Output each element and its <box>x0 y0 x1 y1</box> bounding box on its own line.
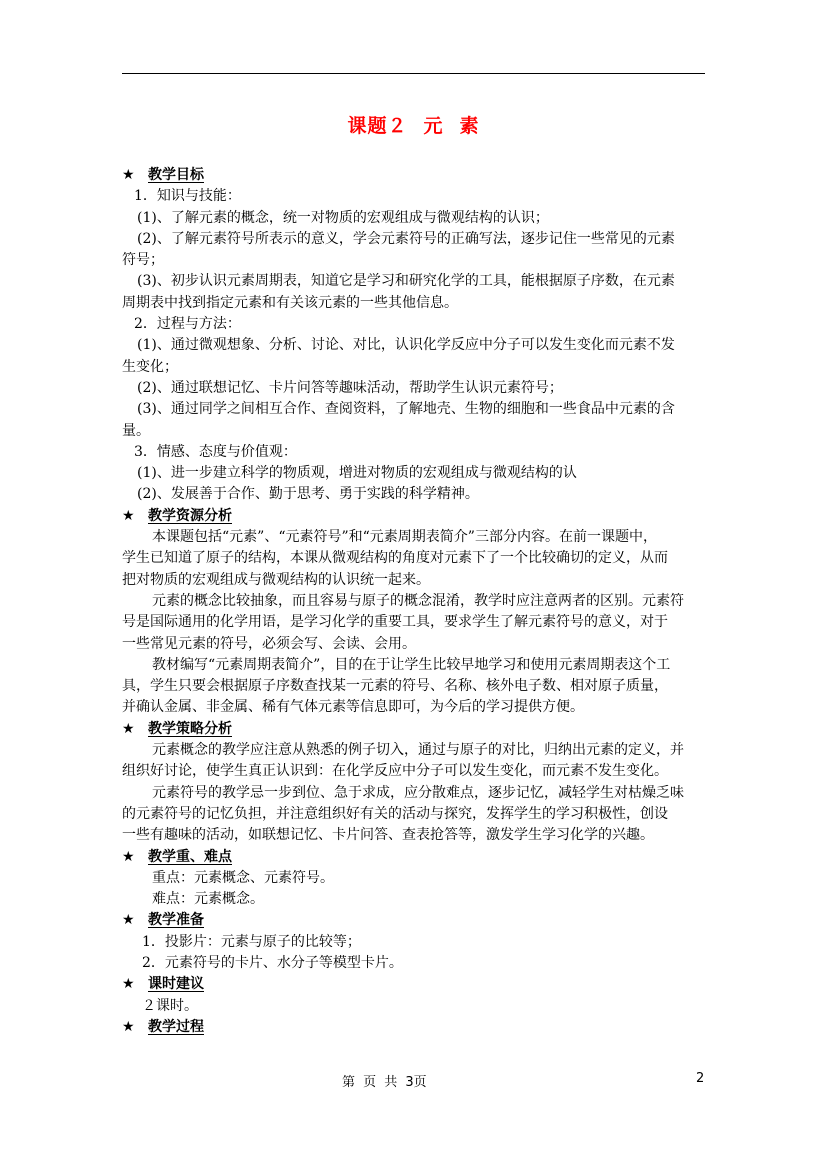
paragraph-line: 号是国际通用的化学用语，是学习化学的重要工具，要求学生了解元素符号的意义，对于 <box>122 614 668 631</box>
page-title <box>0 111 827 138</box>
title-part-lesson: 课题２ <box>347 115 408 137</box>
star-icon: ★ <box>122 507 135 524</box>
paragraph-line: 生变化； <box>122 358 178 375</box>
title-part-su: 素 <box>459 115 480 137</box>
difficulty-line: 难点：元素概念。 <box>152 891 264 908</box>
section-heading-key-points: ★ 教学重、难点 <box>122 847 707 868</box>
page-number: 2 <box>696 1071 705 1086</box>
key-point-line: 重点：元素概念、元素符号。 <box>152 869 334 886</box>
paragraph-line: 本课题包括“元素”、“元素符号”和“元素周期表简介”三部分内容。在前一课题中， <box>152 529 657 546</box>
star-icon: ★ <box>122 720 135 737</box>
title-part-yuan: 元 <box>423 115 444 137</box>
hours-line: ２课时。 <box>142 997 198 1014</box>
paragraph-line: 元素的概念比较抽象，而且容易与原子的概念混淆，教学时应注意两者的区别。元素符 <box>152 592 684 609</box>
section-heading-process: ★ 教学过程 <box>122 1017 707 1038</box>
header-rule <box>122 73 705 74</box>
paragraph-line: 量。 <box>122 422 150 439</box>
paragraph-line: 周期表中找到指定元素和有关该元素的一些其他信息。 <box>122 294 458 311</box>
paragraph-line: (1)、进一步建立科学的物质观，增进对物质的宏观组成与微观结构的认 <box>137 465 577 482</box>
paragraph-line: 教材编写“元素周期表简介”，目的在于让学生比较早地学习和使用元素周期表这个工 <box>152 656 671 673</box>
star-icon: ★ <box>122 1018 135 1035</box>
paragraph-line: 一些有趣味的活动，如联想记忆、卡片问答、查表抢答等，激发学生学习化学的兴趣。 <box>122 827 654 844</box>
section-heading-prep: ★ 教学准备 <box>122 910 707 931</box>
goals-emotion-heading: 3．情感、态度与价值观： <box>134 443 297 460</box>
paragraph-line: 把对物质的宏观组成与微观结构的认识统一起来。 <box>122 571 430 588</box>
paragraph-line: (3)、通过同学之间相互合作、查阅资料，了解地壳、生物的细胞和一些食品中元素的含 <box>137 401 675 418</box>
paragraph-line: (1)、通过微观想象、分析、讨论、对比，认识化学反应中分子可以发生变化而元素不发 <box>137 337 675 354</box>
star-icon: ★ <box>122 912 135 929</box>
star-icon: ★ <box>122 167 135 183</box>
section-heading-hours: ★ 课时建议 <box>122 974 707 995</box>
star-icon: ★ <box>122 976 135 993</box>
paragraph-line: 学生已知道了原子的结构，本课从微观结构的角度对元素下了一个比较确切的定义，从而 <box>122 550 668 567</box>
footer-page-info: 第 页 共 3页 <box>342 1075 427 1090</box>
star-icon: ★ <box>122 848 135 865</box>
section-heading-goals: ★ 教学目标 <box>122 165 707 186</box>
prep-item: 2．元素符号的卡片、水分子等模型卡片。 <box>142 954 403 971</box>
paragraph-line: (3)、初步认识元素周期表，知道它是学习和研究化学的工具，能根据原子序数，在元素 <box>137 273 675 290</box>
prep-item: 1．投影片：元素与原子的比较等； <box>142 933 361 950</box>
paragraph-line: 具，学生只要会根据原子序数查找某一元素的符号、名称、核外电子数、相对原子质量， <box>122 678 668 695</box>
paragraph-line: 组织好讨论，使学生真正认识到：在化学反应中分子可以发生变化，而元素不发生变化。 <box>122 763 668 780</box>
paragraph-line: 元素符号的教学忌一步到位、急于求成，应分散难点，逐步记忆，减轻学生对枯燥乏味 <box>152 784 684 801</box>
paragraph-line: (2)、发展善于合作、勤于思考、勇于实践的科学精神。 <box>137 486 479 503</box>
paragraph-line: (2)、了解元素符号所表示的意义，学会元素符号的正确写法，逐步记住一些常见的元素 <box>137 230 675 247</box>
paragraph-line: 元素概念的教学应注意从熟悉的例子切入，通过与原子的对比，归纳出元素的定义，并 <box>152 742 684 759</box>
paragraph-line: (2)、通过联想记忆、卡片问答等趣味活动，帮助学生认识元素符号； <box>137 379 563 396</box>
paragraph-line: (1)、了解元素的概念，统一对物质的宏观组成与微观结构的认识； <box>137 209 549 226</box>
section-heading-resources: ★ 教学资源分析 <box>122 506 707 527</box>
section-heading-strategy: ★ 教学策略分析 <box>122 719 707 740</box>
paragraph-line: 并确认金属、非金属、稀有气体元素等信息即可，为今后的学习提供方便。 <box>122 699 584 716</box>
goals-process-heading: 2．过程与方法： <box>134 316 241 333</box>
paragraph-line: 的元素符号的记忆负担，并注意组织好有关的活动与探究，发挥学生的学习积极性，创设 <box>122 805 668 822</box>
goals-knowledge-heading: 1．知识与技能： <box>134 188 241 205</box>
paragraph-line: 符号； <box>122 252 164 269</box>
document-body <box>122 165 707 1038</box>
paragraph-line: 一些常见元素的符号，必须会写、会读、会用。 <box>122 635 416 652</box>
